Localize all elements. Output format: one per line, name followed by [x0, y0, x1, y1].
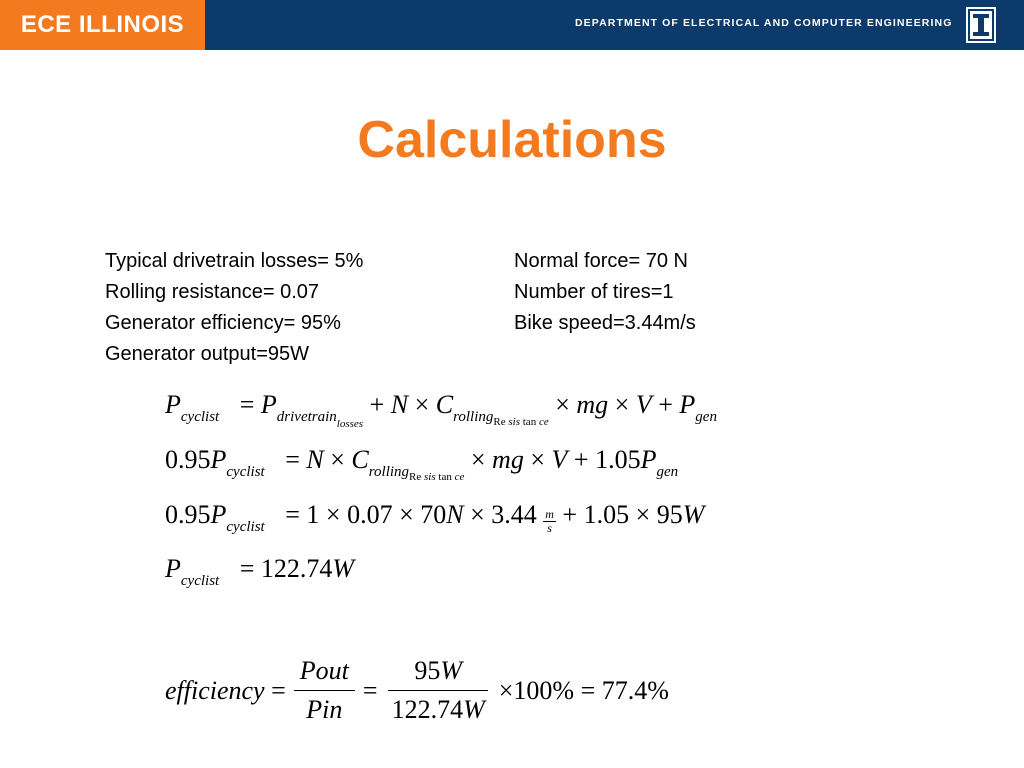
fact-rolling-resistance: Rolling resistance= 0.07	[105, 281, 320, 303]
facts-left-column	[105, 246, 363, 370]
equation-result: $P_{cyclist} = 122.74W$	[165, 554, 355, 589]
fact-normal-force: Normal force= 70 N	[514, 250, 688, 272]
fact-generator-efficiency: Generator efficiency= 95%	[105, 312, 341, 334]
meters-per-second-fraction: $\frac{m}{s}$	[545, 507, 554, 535]
fact-number-of-tires: Number of tires=1	[514, 281, 674, 303]
page-title: Calculations	[357, 111, 667, 169]
equation-efficiency: efficiency = $\frac{\text{Pout}}{\text{Pin}}$ = $\frac{95W}{122.74W}$ × 100% = 77.4%	[165, 656, 669, 724]
equation-numeric-substitution: $0.95P_{cyclist} = 1 \times 0.07 \times 70N \times 3.44$ $\frac{m}{s}$ + 1.05 × 95W	[165, 500, 705, 535]
equation-power-balance-coefficients: $0.95P_{cyclist} = N \times C_{rollingRe}$ $_{sis}$ $_{tan}$ $_{ce}$ × mg × $V + 1.05P_{gen}$	[165, 445, 679, 483]
facts-right-column	[514, 246, 696, 339]
fact-bike-speed: Bike speed=3.44m/s	[514, 312, 696, 334]
department-name: DEPARTMENT OF ELECTRICAL AND COMPUTER ENGINEERING	[575, 17, 953, 29]
brand-logo: ECE ILLINOIS	[0, 0, 205, 50]
header-bar	[0, 0, 1024, 50]
numeric-efficiency-fraction: $\frac{95W}{122.74W}$	[386, 656, 491, 725]
pout-over-pin-fraction: $\frac{\text{Pout}}{\text{Pin}}$	[294, 656, 355, 725]
fact-drivetrain-losses: Typical drivetrain losses= 5%	[105, 250, 364, 272]
fact-generator-output: Generator output=95W	[105, 343, 310, 365]
illinois-i-icon	[966, 7, 996, 43]
equation-power-balance: $P_{cyclist} = P_{drivetrainlosses} + N \times C_{rollingRe}$ $_{sis}$ $_{tan}$ $_{ce}$ × mg × $V + P_{gen}$	[165, 390, 717, 430]
